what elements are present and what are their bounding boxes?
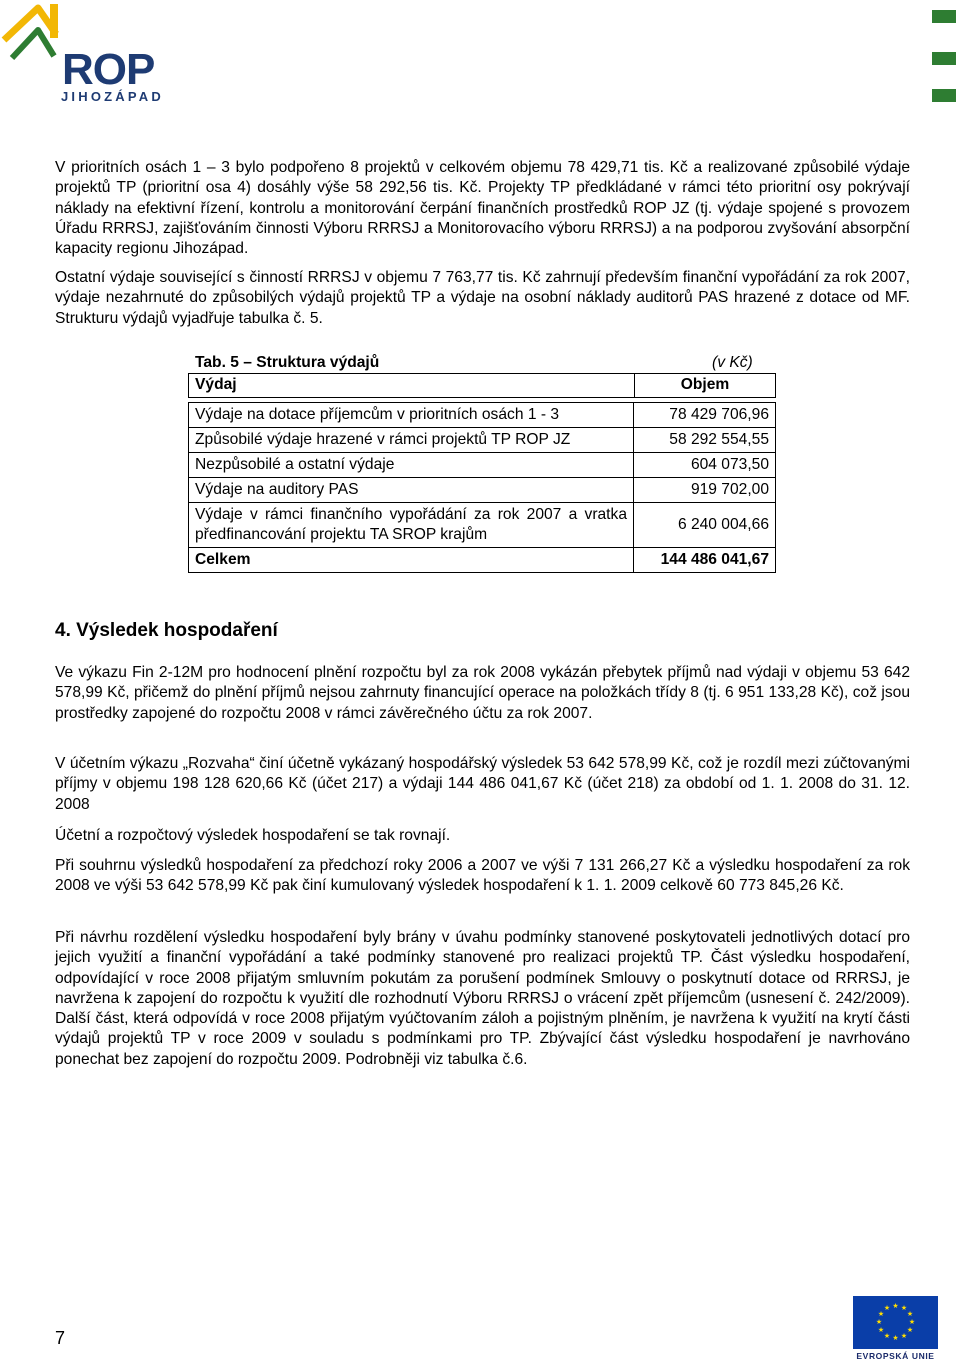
- row-label: Výdaje v rámci finančního vypořádání za rok 2007 a vratka předfinancování projektu TA SROP krajům: [189, 503, 634, 548]
- table-row: [189, 453, 776, 478]
- svg-text:★: ★: [877, 1310, 885, 1318]
- paragraph: Ve výkazu Fin 2-12M pro hodnocení plnění rozpočtu byl za rok 2008 vykázán přebytek příjmů nad výdaji v objemu 53 642 578,99 Kč, přičemž do plnění příjmů nejsou zahrnuty financující operace na položkách třídy 8 (tj. 6 951 133,28 Kč), což jsou prostředky zapojené do rozpočtu 2008 v rámci závěrečného účtu za rok 2007.: [55, 664, 910, 722]
- header-col-expense: Výdaj: [195, 376, 237, 393]
- svg-text:★: ★: [877, 1326, 885, 1334]
- svg-text:★: ★: [900, 1332, 908, 1340]
- row-value: 919 702,00: [634, 478, 776, 503]
- row-label: Způsobilé výdaje hrazené v rámci projektů TP ROP JZ: [189, 428, 634, 453]
- logo-subtitle: JIHOZÁPAD: [61, 89, 164, 104]
- table-row: [189, 428, 776, 453]
- decor-square: [932, 52, 956, 65]
- row-value: 604 073,50: [634, 453, 776, 478]
- table-unit: (v Kč): [712, 354, 753, 371]
- table-header: [188, 373, 776, 398]
- svg-text:★: ★: [883, 1304, 891, 1312]
- table-row: [189, 503, 776, 548]
- header-col-amount: Objem: [680, 376, 730, 393]
- row-label: Nezpůsobilé a ostatní výdaje: [189, 453, 634, 478]
- svg-text:★: ★: [906, 1310, 914, 1318]
- row-value: 78 429 706,96: [634, 403, 776, 428]
- row-value: 6 240 004,66: [634, 503, 776, 548]
- svg-text:★: ★: [883, 1332, 891, 1340]
- svg-text:★: ★: [906, 1326, 914, 1334]
- decor-square: [932, 10, 956, 23]
- section-heading: 4. Výsledek hospodaření: [55, 620, 278, 641]
- eu-logo: [853, 1296, 938, 1362]
- svg-text:★: ★: [892, 1302, 899, 1310]
- row-label: Výdaje na auditory PAS: [189, 478, 634, 503]
- svg-text:★: ★: [900, 1304, 908, 1312]
- table-caption: Tab. 5 – Struktura výdajů: [195, 354, 380, 371]
- paragraph: Při návrhu rozdělení výsledku hospodaření byly brány v úvahu podmínky stanovené poskytovateli jednotlivých dotací pro jejich využití a finanční vypořádání a také podmínky stanovené pro realizaci projektů TP. Část výsledku hospodaření, odpovídající v roce 2008 přijatým smluvním pokutám za porušení podmínek Smlouvy o poskytnutí dotace od RRRSJ, je navržena k zapojení do rozpočtu k využití dle rozhodnutí Výboru RRRSJ o vrácení zpět příjemcům (usnesení č. 242/2009). Další část, která odpovídá v roce 2008 přijatým vyúčtovaním záloh a pojistným plněním, je navržena k využití na krytí části výdajů projektů TP v roce 2009 v souladu s podmínkami pro TP. Zbývající část výsledku hospodaření je navrhováno ponechat bez zapojení do rozpočtu 2009. Podrobněji viz tabulka č.6.: [55, 929, 910, 1068]
- svg-text:★: ★: [875, 1318, 883, 1326]
- paragraph: Při souhrnu výsledků hospodaření za předchozí roky 2006 a 2007 ve výši 7 131 266,27 Kč a výsledku hospodaření za rok 2008 ve výši 53 642 578,99 Kč pak činí kumulovaný výsledek hospodaření k 1. 1. 2009 celkově 60 773 845,26 Kč.: [55, 857, 910, 895]
- rop-logo: [0, 0, 164, 105]
- expense-table: [188, 402, 776, 573]
- table-total-row: [189, 548, 776, 573]
- paragraph: Ostatní výdaje související s činností RRRSJ v objemu 7 763,77 tis. Kč zahrnují především finanční vypořádání za rok 2007, výdaje nezahrnuté do způsobilých výdajů projektů TP a výdaje na osobní náklady auditorů PAS hrazené z dotace od MF. Strukturu výdajů vyjadřuje tabulka č. 5.: [55, 269, 910, 327]
- paragraph: Účetní a rozpočtový výsledek hospodaření se tak rovnají.: [55, 827, 451, 844]
- row-label: Výdaje na dotace příjemcům v prioritních osách 1 - 3: [189, 403, 634, 428]
- svg-text:★: ★: [908, 1318, 916, 1326]
- eu-flag-icon: [853, 1296, 938, 1349]
- decor-square: [932, 89, 956, 102]
- total-value: 144 486 041,67: [634, 548, 776, 573]
- total-label: Celkem: [189, 548, 634, 573]
- table-row: [189, 403, 776, 428]
- paragraph: V prioritních osách 1 – 3 bylo podpořeno 8 projektů v celkovém objemu 78 429,71 tis. Kč a realizované způsobilé výdaje projektů TP (prioritní osa 4) dosáhly výše 58 292,56 tis. Kč. Projekty TP předkládané v rámci této prioritní osy pokrývají náklady na efektivní řízení, kontrolu a monitorování čerpání finančních prostředků ROP JZ (tj. výdaje spojené s provozem Úřadu RRRSJ, zajišťováním činnosti Výboru RRRSJ a Monitorovacího výboru RRRSJ) a na podporou zvyšování absorpční kapacity regionu Jihozápad.: [55, 159, 910, 258]
- page-number: 7: [55, 1328, 66, 1348]
- paragraph: V účetním výkazu „Rozvaha“ činí účetně vykázaný hospodářský výsledek 53 642 578,99 Kč, což je rozdíl mezi zúčtovanými příjmy v objemu 198 128 620,66 Kč (účet 217) a výdaji 144 486 041,67 Kč (účet 218) za období od 1. 1. 2008 do 31. 12. 2008: [55, 755, 910, 813]
- logo-title: ROP: [62, 45, 155, 94]
- table-row: [189, 478, 776, 503]
- svg-text:★: ★: [892, 1334, 899, 1342]
- row-value: 58 292 554,55: [634, 428, 776, 453]
- eu-label: EVROPSKÁ UNIE: [856, 1351, 935, 1361]
